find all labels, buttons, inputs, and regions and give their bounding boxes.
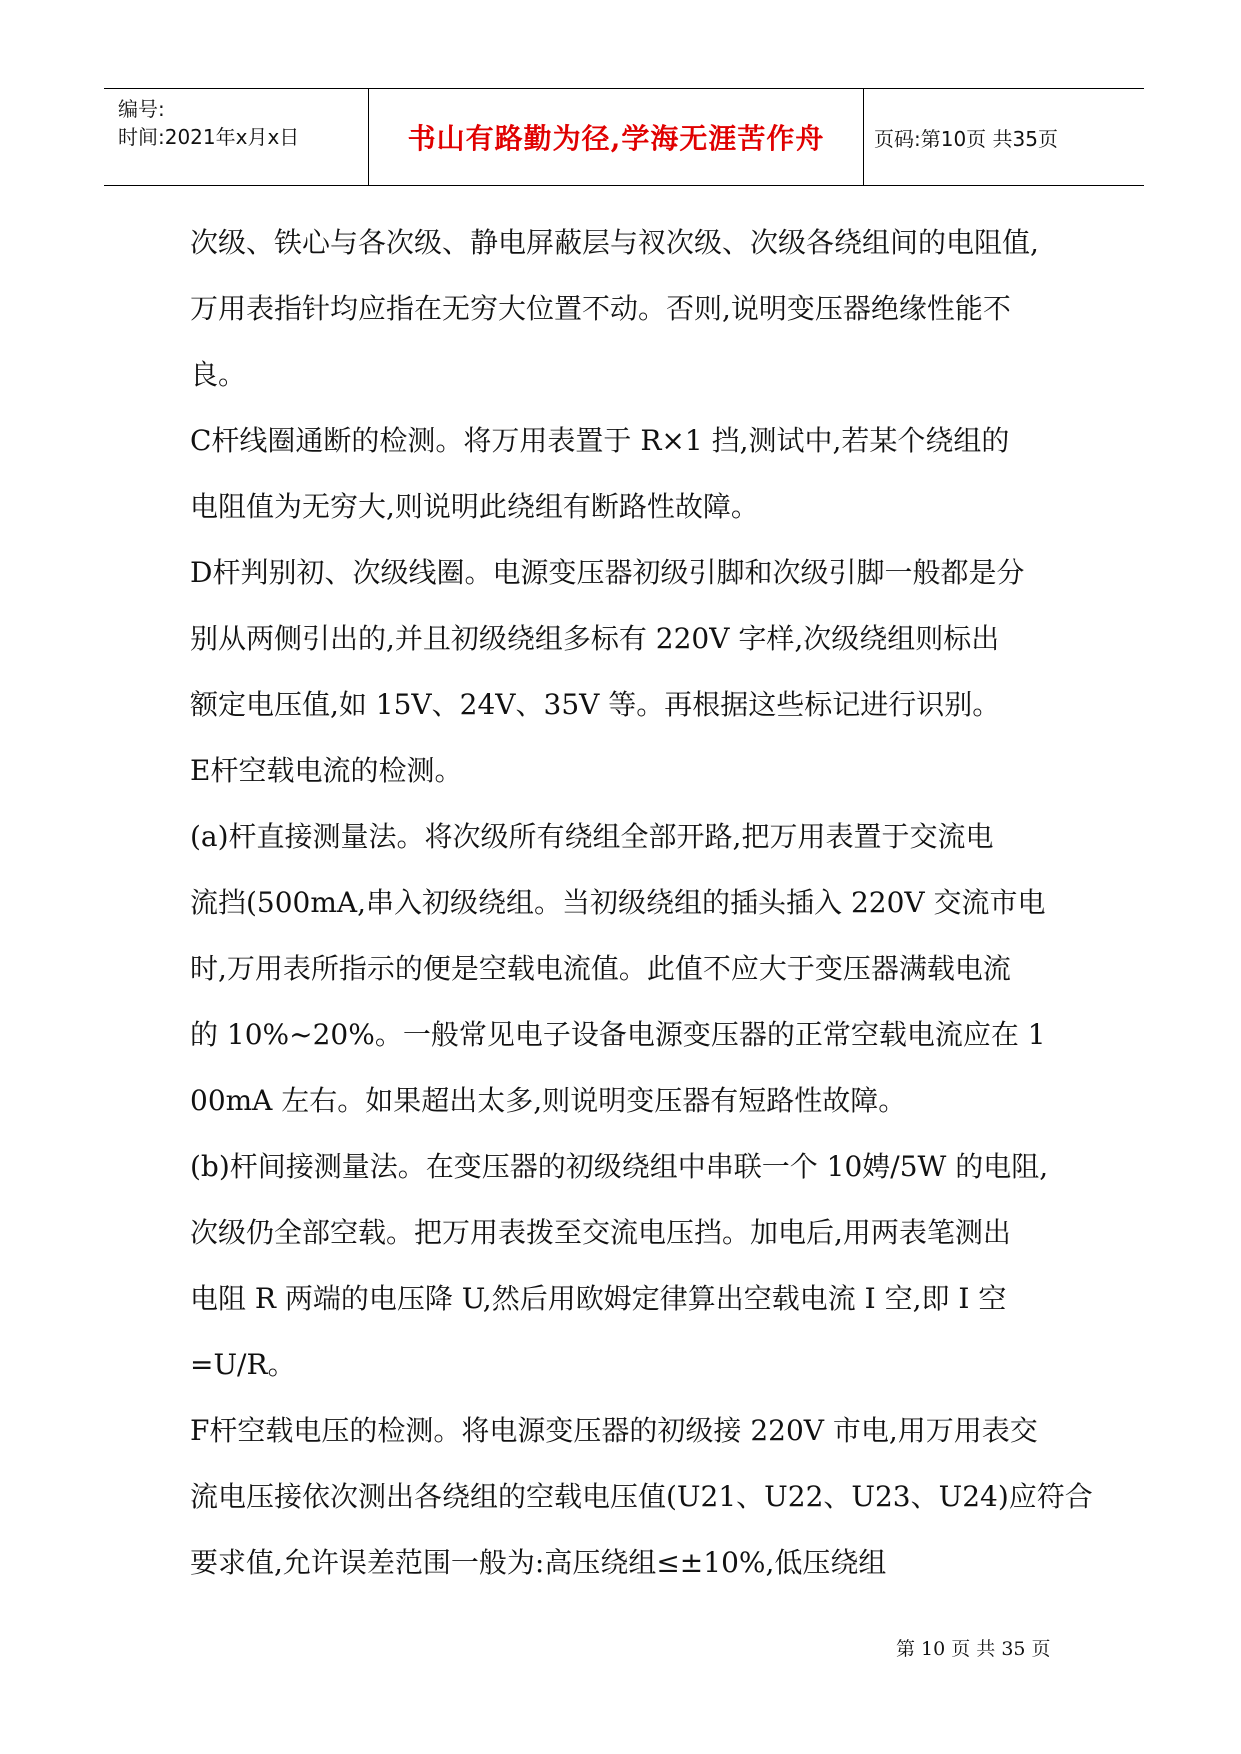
body-line: 万用表指针均应指在无穷大位置不动。否则,说明变压器绝缘性能不 <box>190 292 1011 325</box>
body-line: 次级仍全部空载。把万用表拨至交流电压挡。加电后,用两表笔测出 <box>190 1216 1011 1249</box>
body-line: D杆判别初、次级线圈。电源变压器初级引脚和次级引脚一般都是分 <box>190 556 1025 589</box>
header-motto-cell <box>368 89 864 185</box>
body-line: 时,万用表所指示的便是空载电流值。此值不应大于变压器满载电流 <box>190 952 1011 985</box>
body-line: 00mA 左右。如果超出太多,则说明变压器有短路性故障。 <box>190 1084 907 1117</box>
motto-text: 书山有路勤为径,学海无涯苦作舟 <box>407 122 825 155</box>
body-line: 流电压接依次测出各绕组的空载电压值(U21、U22、U23、U24)应符合 <box>190 1480 1093 1513</box>
header-page-code <box>874 89 1058 185</box>
page-code-text: 页码:第10页 共35页 <box>874 126 1058 151</box>
page-footer: 第 10 页 共 35 页 <box>896 1638 1051 1660</box>
body-line: E杆空载电流的检测。 <box>190 754 463 787</box>
body-line: 电阻 R 两端的电压降 U,然后用欧姆定律算出空载电流 I 空,即 I 空 <box>190 1282 1007 1315</box>
page-header <box>104 88 1144 186</box>
document-body <box>190 210 1093 1596</box>
body-line: 额定电压值,如 15V、24V、35V 等。再根据这些标记进行识别。 <box>190 688 1001 721</box>
body-line: 的 10%~20%。一般常见电子设备电源变压器的正常空载电流应在 1 <box>190 1018 1046 1051</box>
body-line: 良。 <box>190 358 247 391</box>
body-line: C杆线圈通断的检测。将万用表置于 R×1 挡,测试中,若某个绕组的 <box>190 424 1010 457</box>
body-line: 要求值,允许误差范围一般为:高压绕组≤±10%,低压绕组 <box>190 1546 887 1579</box>
body-line: (b)杆间接测量法。在变压器的初级绕组中串联一个 10娉/5W 的电阻, <box>190 1150 1049 1183</box>
body-line: =U/R。 <box>190 1348 296 1381</box>
header-meta <box>118 95 299 151</box>
body-line: 次级、铁心与各次级、静电屏蔽层与衩次级、次级各绕组间的电阻值, <box>190 226 1039 259</box>
body-line: 流挡(500mA,串入初级绕组。当初级绕组的插头插入 220V 交流市电 <box>190 886 1046 919</box>
body-line: F杆空载电压的检测。将电源变压器的初级接 220V 市电,用万用表交 <box>190 1414 1038 1447</box>
body-line: 电阻值为无穷大,则说明此绕组有断路性故障。 <box>190 490 759 523</box>
serial-label: 编号: <box>118 97 165 121</box>
body-line: 别从两侧引出的,并且初级绕组多标有 220V 字样,次级绕组则标出 <box>190 622 1000 655</box>
body-line: (a)杆直接测量法。将次级所有绕组全部开路,把万用表置于交流电 <box>190 820 994 853</box>
time-label: 时间:2021年x月x日 <box>118 125 300 149</box>
